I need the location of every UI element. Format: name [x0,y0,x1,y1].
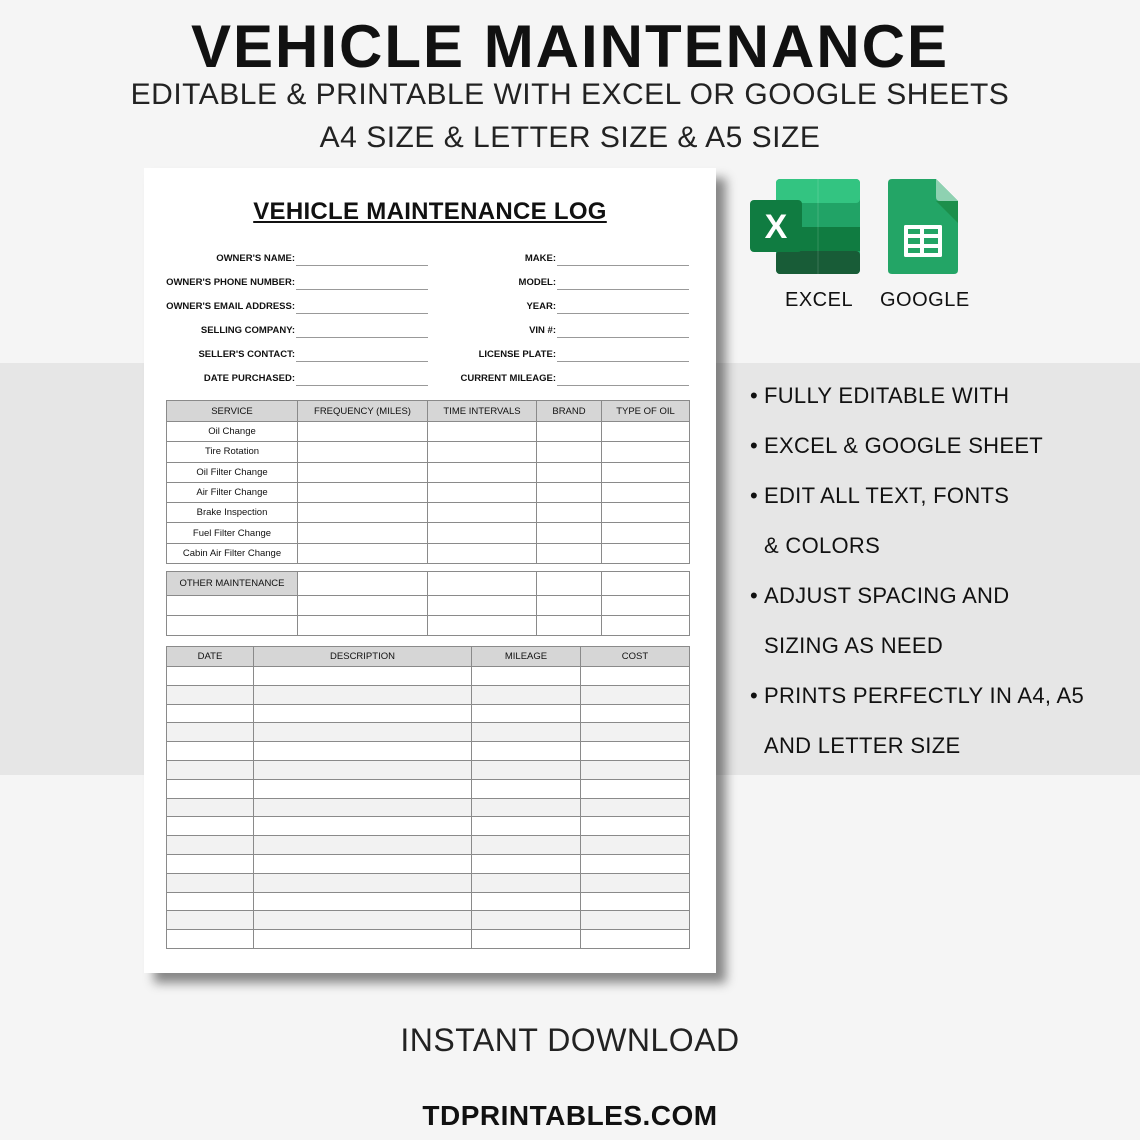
log-cell[interactable] [581,873,690,892]
log-row [167,892,690,911]
service-cell[interactable] [298,543,428,563]
website-name: TDPRINTABLES.COM [422,1100,718,1131]
log-cell[interactable] [581,667,690,686]
log-cell[interactable] [254,873,472,892]
service-cell[interactable] [602,422,690,442]
owner-field-label: SELLING COMPANY: [200,325,295,336]
log-cell[interactable] [167,779,254,798]
log-cell[interactable] [472,742,581,761]
col-service: SERVICE [167,401,298,422]
log-cell[interactable] [254,854,472,873]
feature-item [750,728,1130,778]
feature-item [750,578,1130,628]
vehicle-field-label: YEAR: [526,301,556,312]
subtitle-sizes: A4 SIZE & LETTER SIZE & A5 SIZE [319,121,821,154]
other-maintenance-cell[interactable] [428,616,537,636]
feature-item [750,528,1130,578]
log-row [167,817,690,836]
vehicle-field-line[interactable] [557,265,689,266]
feature-text: ADJUST SPACING AND [764,583,1010,608]
owner-field-label: OWNER'S EMAIL ADDRESS: [166,301,295,312]
service-row [167,442,690,462]
log-cell[interactable] [581,760,690,779]
feature-item [750,428,1130,478]
service-cell[interactable] [537,543,602,563]
col-description: DESCRIPTION [254,647,472,667]
log-cell[interactable] [472,911,581,930]
service-name: Fuel Filter Change [167,523,298,543]
vehicle-field-line[interactable] [557,361,689,362]
log-cell[interactable] [254,892,472,911]
vehicle-field-line[interactable] [557,337,689,338]
owner-field-line[interactable] [296,289,428,290]
service-name: Brake Inspection [167,503,298,523]
other-maintenance-label: OTHER MAINTENANCE [167,572,298,596]
service-cell[interactable] [298,462,428,482]
other-maintenance-cell[interactable] [537,616,602,636]
log-cell[interactable] [581,836,690,855]
owner-field-line[interactable] [296,313,428,314]
other-maintenance-table [166,571,690,636]
log-cell[interactable] [254,817,472,836]
feature-text: & COLORS [764,533,881,558]
service-cell[interactable] [537,442,602,462]
google-label: GOOGLE [880,289,970,311]
owner-field-line[interactable] [296,385,428,386]
log-table-header [167,647,690,667]
service-name: Oil Filter Change [167,462,298,482]
feature-text: AND LETTER SIZE [764,733,961,758]
log-cell[interactable] [254,723,472,742]
service-row [167,503,690,523]
feature-item [750,378,1130,428]
owner-field-line[interactable] [296,361,428,362]
log-cell[interactable] [581,704,690,723]
log-cell[interactable] [581,892,690,911]
log-cell[interactable] [581,798,690,817]
main-title: VEHICLE MAINTENANCE [190,13,950,80]
service-cell[interactable] [537,422,602,442]
log-cell[interactable] [167,798,254,817]
log-cell[interactable] [167,723,254,742]
service-row [167,422,690,442]
log-cell[interactable] [472,704,581,723]
vehicle-field-label: CURRENT MILEAGE: [460,373,556,384]
log-cell[interactable] [167,911,254,930]
log-cell[interactable] [581,854,690,873]
owner-field-line[interactable] [296,337,428,338]
log-cell[interactable] [167,873,254,892]
log-row [167,911,690,930]
col-cost: COST [581,647,690,667]
log-cell[interactable] [167,760,254,779]
log-row [167,930,690,949]
log-cell[interactable] [581,930,690,949]
service-cell[interactable] [428,462,537,482]
log-row [167,742,690,761]
service-cell[interactable] [428,503,537,523]
service-cell[interactable] [602,462,690,482]
log-cell[interactable] [254,836,472,855]
feature-text: PRINTS PERFECTLY IN A4, A5 [764,683,1084,708]
service-row [167,462,690,482]
bullet-dot: • [750,383,759,408]
log-cell[interactable] [472,892,581,911]
svg-text:X: X [764,208,788,246]
maintenance-log-table [166,646,690,949]
instant-download-text: INSTANT DOWNLOAD [400,1022,740,1058]
feature-text: FULLY EDITABLE WITH [764,383,1010,408]
log-cell[interactable] [581,817,690,836]
col-date: DATE [167,647,254,667]
service-cell[interactable] [428,543,537,563]
service-cell[interactable] [602,523,690,543]
log-cell[interactable] [472,723,581,742]
log-row [167,854,690,873]
log-cell[interactable] [167,685,254,704]
log-cell[interactable] [167,742,254,761]
other-maintenance-cell[interactable] [602,616,690,636]
log-cell[interactable] [167,892,254,911]
service-name: Air Filter Change [167,482,298,502]
log-cell[interactable] [472,817,581,836]
col-brand: BRAND [537,401,602,422]
feature-text: SIZING AS NEED [764,633,944,658]
excel-label: EXCEL [785,289,854,311]
service-cell[interactable] [537,482,602,502]
other-maintenance-cell[interactable] [298,616,428,636]
service-cell[interactable] [298,422,428,442]
google-sheets-icon [888,179,958,274]
log-cell[interactable] [472,873,581,892]
log-row [167,760,690,779]
log-cell[interactable] [167,817,254,836]
owner-field-label: SELLER'S CONTACT: [198,349,295,360]
log-cell[interactable] [254,685,472,704]
other-maintenance-cell[interactable] [167,596,298,616]
vehicle-field-label: LICENSE PLATE: [478,349,556,360]
log-row [167,873,690,892]
other-maintenance-cell[interactable] [602,596,690,616]
owner-field-label: OWNER'S NAME: [216,253,295,264]
service-cell[interactable] [602,482,690,502]
log-cell[interactable] [472,667,581,686]
log-cell[interactable] [254,779,472,798]
log-cell[interactable] [167,836,254,855]
col-time-intervals: TIME INTERVALS [428,401,537,422]
service-cell[interactable] [602,442,690,462]
other-maintenance-row [167,616,690,636]
service-cell[interactable] [428,422,537,442]
log-cell[interactable] [254,667,472,686]
log-cell[interactable] [254,760,472,779]
feature-item [750,678,1130,728]
log-cell[interactable] [581,911,690,930]
feature-list [750,378,1130,778]
vehicle-field-line[interactable] [557,289,689,290]
col-type-of-oil: TYPE OF OIL [602,401,690,422]
log-cell[interactable] [581,685,690,704]
feature-item [750,478,1130,528]
log-cell[interactable] [254,930,472,949]
other-maintenance-header [167,572,690,596]
excel-icon [750,179,862,275]
form-title: VEHICLE MAINTENANCE LOG [253,198,607,225]
log-row [167,685,690,704]
service-cell[interactable] [537,503,602,523]
service-name: Oil Change [167,422,298,442]
log-cell[interactable] [254,742,472,761]
log-row [167,779,690,798]
service-table [166,400,690,564]
log-cell[interactable] [167,854,254,873]
vehicle-field-line[interactable] [557,313,689,314]
bullet-dot: • [750,683,759,708]
service-cell[interactable] [537,523,602,543]
service-row [167,482,690,502]
log-cell[interactable] [581,723,690,742]
other-maintenance-cell[interactable] [428,596,537,616]
vehicle-field-label: MODEL: [518,277,556,288]
bullet-dot: • [750,583,759,608]
form-preview-sheet [144,168,716,973]
log-cell[interactable] [472,836,581,855]
service-name: Cabin Air Filter Change [167,543,298,563]
service-row [167,523,690,543]
log-row [167,723,690,742]
owner-field-line[interactable] [296,265,428,266]
col-frequency: FREQUENCY (MILES) [298,401,428,422]
bullet-dot: • [750,433,759,458]
vehicle-field-label: MAKE: [524,253,556,264]
service-cell[interactable] [298,523,428,543]
log-cell[interactable] [167,930,254,949]
service-cell[interactable] [428,442,537,462]
service-table-header [167,401,690,422]
log-cell[interactable] [472,930,581,949]
vehicle-field-label: VIN #: [529,325,556,336]
col-mileage: MILEAGE [472,647,581,667]
log-cell[interactable] [581,742,690,761]
other-maintenance-cell[interactable] [298,596,428,616]
other-maintenance-cell[interactable] [167,616,298,636]
service-cell[interactable] [428,523,537,543]
bullet-dot: • [750,483,759,508]
owner-field-label: DATE PURCHASED: [203,373,295,384]
log-cell[interactable] [254,798,472,817]
log-cell[interactable] [254,704,472,723]
service-cell[interactable] [298,442,428,462]
service-cell[interactable] [428,482,537,502]
service-cell[interactable] [298,503,428,523]
service-cell[interactable] [602,543,690,563]
feature-item [750,628,1130,678]
feature-text: EXCEL & GOOGLE SHEET [764,433,1044,458]
service-row [167,543,690,563]
log-cell[interactable] [472,798,581,817]
log-cell[interactable] [472,779,581,798]
log-cell[interactable] [254,911,472,930]
log-row [167,704,690,723]
log-cell[interactable] [167,667,254,686]
log-cell[interactable] [472,760,581,779]
log-cell[interactable] [472,854,581,873]
other-maintenance-row [167,596,690,616]
service-cell[interactable] [298,482,428,502]
log-cell[interactable] [472,685,581,704]
log-row [167,798,690,817]
subtitle-compatibility: EDITABLE & PRINTABLE WITH EXCEL OR GOOGLE SHEETS [130,78,1010,111]
log-row [167,667,690,686]
vehicle-field-line[interactable] [557,385,689,386]
service-name: Tire Rotation [167,442,298,462]
owner-field-label: OWNER'S PHONE NUMBER: [166,277,295,288]
other-maintenance-cell[interactable] [537,596,602,616]
service-cell[interactable] [602,503,690,523]
log-row [167,836,690,855]
log-cell[interactable] [167,704,254,723]
service-cell[interactable] [537,462,602,482]
feature-text: EDIT ALL TEXT, FONTS [764,483,1010,508]
log-cell[interactable] [581,779,690,798]
